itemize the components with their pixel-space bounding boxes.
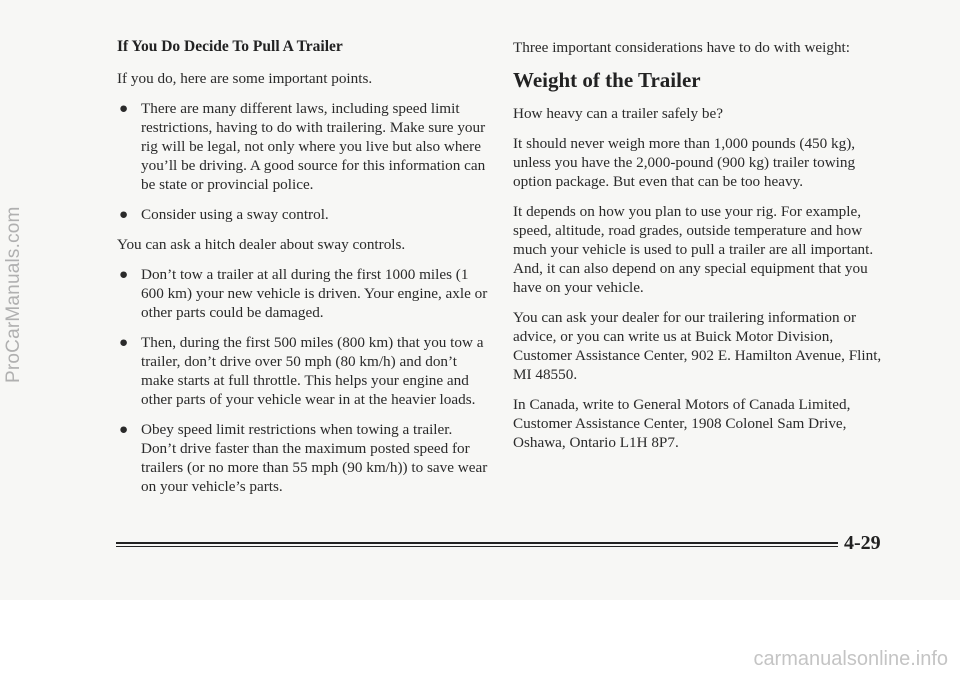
footer-rule [116, 542, 838, 547]
bullet-text: Obey speed limit restrictions when towing a trailer. Don’t drive faster than the maximum posted speed for trailers (or no more than 55 mph (90 km/h)) to save wear on your vehicle’s parts. [141, 421, 488, 495]
page-number: 4-29 [844, 532, 881, 554]
bullet-text: Then, during the first 500 miles (800 km) that you tow a trailer, don’t drive over 50 mph (80 km/h) and don’t make starts at full throttle. This helps your engine and other parts of your vehicle wear in at the heavier loads. [141, 334, 484, 408]
bullet-item-sway-control [117, 205, 489, 224]
bullet-item-laws [117, 99, 489, 194]
depends-paragraph: It depends on how you plan to use your rig. For example, speed, altitude, road grades, outside temperature and how much your vehicle is used to pull a trailer are all important. And, it can also depend on any special equipment that you have on your vehicle. [513, 203, 874, 296]
bullet-icon: ● [119, 100, 129, 117]
side-watermark: ProCarManuals.com [3, 206, 24, 383]
right-column [513, 38, 893, 463]
intro-paragraph: If you do, here are some important points. [117, 70, 373, 87]
bullet-item-break-in [117, 265, 489, 322]
question-paragraph: How heavy can a trailer safely be? [513, 105, 723, 122]
bullet-text: There are many different laws, including speed limit restrictions, having to do with trailering. Make sure your rig will be legal, not only where you live but also where you’ll be driving. A good source for this information can be state or provincial police. [141, 100, 486, 193]
bottom-watermark: carmanualsonline.info [753, 648, 948, 670]
left-column [117, 38, 489, 507]
canada-contact-paragraph: In Canada, write to General Motors of Canada Limited, Customer Assistance Center, 1908 Colonel Sam Drive, Oshawa, Ontario L1H 8P7. [513, 396, 851, 451]
section-heading: If You Do Decide To Pull A Trailer [117, 38, 343, 55]
weight-limit-paragraph: It should never weigh more than 1,000 pounds (450 kg), unless you have the 2,000-pound (900 kg) trailer towing option package. But even that can be too heavy. [513, 135, 856, 190]
bullet-icon: ● [119, 206, 129, 223]
bullet-item-first-500-miles [117, 333, 489, 409]
weight-intro-paragraph: Three important considerations have to do with weight: [513, 39, 850, 56]
bullet-icon: ● [119, 266, 129, 283]
bullet-text: Consider using a sway control. [141, 206, 329, 223]
sway-note-paragraph: You can ask a hitch dealer about sway controls. [117, 236, 406, 253]
bullet-text: Don’t tow a trailer at all during the first 1000 miles (1 600 km) your new vehicle is driven. Your engine, axle or other parts could be damaged. [141, 266, 488, 321]
section-title: Weight of the Trailer [513, 68, 701, 92]
dealer-contact-paragraph: You can ask your dealer for our trailering information or advice, or you can write us at Buick Motor Division, Customer Assistance Center, 902 E. Hamilton Avenue, Flint, MI 48550. [513, 309, 882, 383]
bullet-icon: ● [119, 421, 129, 438]
bullet-item-speed-limit [117, 420, 489, 496]
bullet-icon: ● [119, 334, 129, 351]
